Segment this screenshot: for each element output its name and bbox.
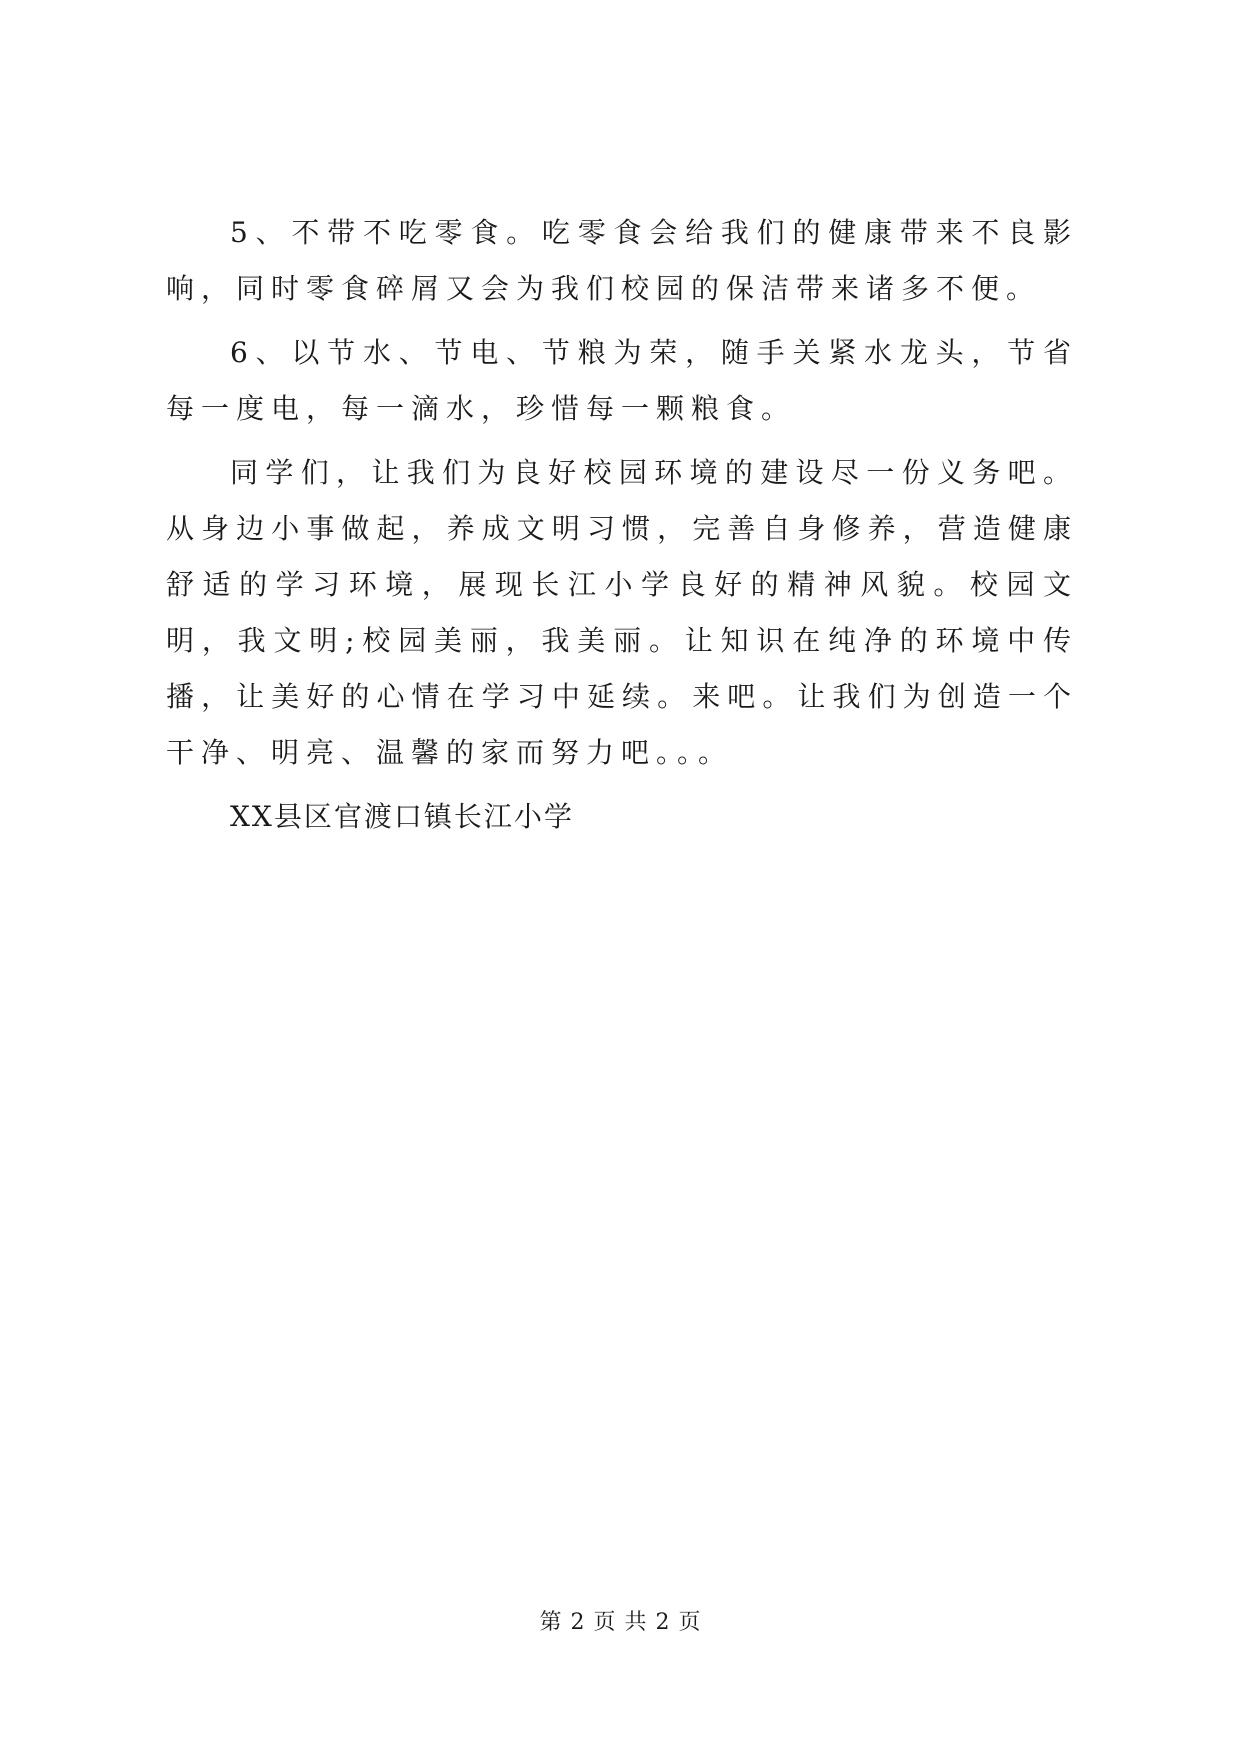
document-body	[166, 205, 1078, 845]
paragraph-appeal: 同学们，让我们为良好校园环境的建设尽一份义务吧。从身边小事做起，养成文明习惯，完善自身修养，营造健康舒适的学习环境，展现长江小学良好的精神风貌。校园文明，我文明;校园美丽，我美丽。让知识在纯净的环境中传播，让美好的心情在学习中延续。来吧。让我们为创造一个干净、明亮、温馨的家而努力吧。。。	[166, 456, 1078, 769]
paragraph-item-6: 6、以节水、节电、节粮为荣，随手关紧水龙头，节省每一度电，每一滴水，珍惜每一颗粮食。	[166, 336, 1078, 425]
signature-line: XX县区官渡口镇长江小学	[230, 800, 574, 833]
page-number-footer: 第 2 页 共 2 页	[539, 1610, 702, 1635]
paragraph-item-5: 5、不带不吃零食。吃零食会给我们的健康带来不良影响，同时零食碎屑又会为我们校园的保洁带来诸多不便。	[166, 216, 1078, 305]
